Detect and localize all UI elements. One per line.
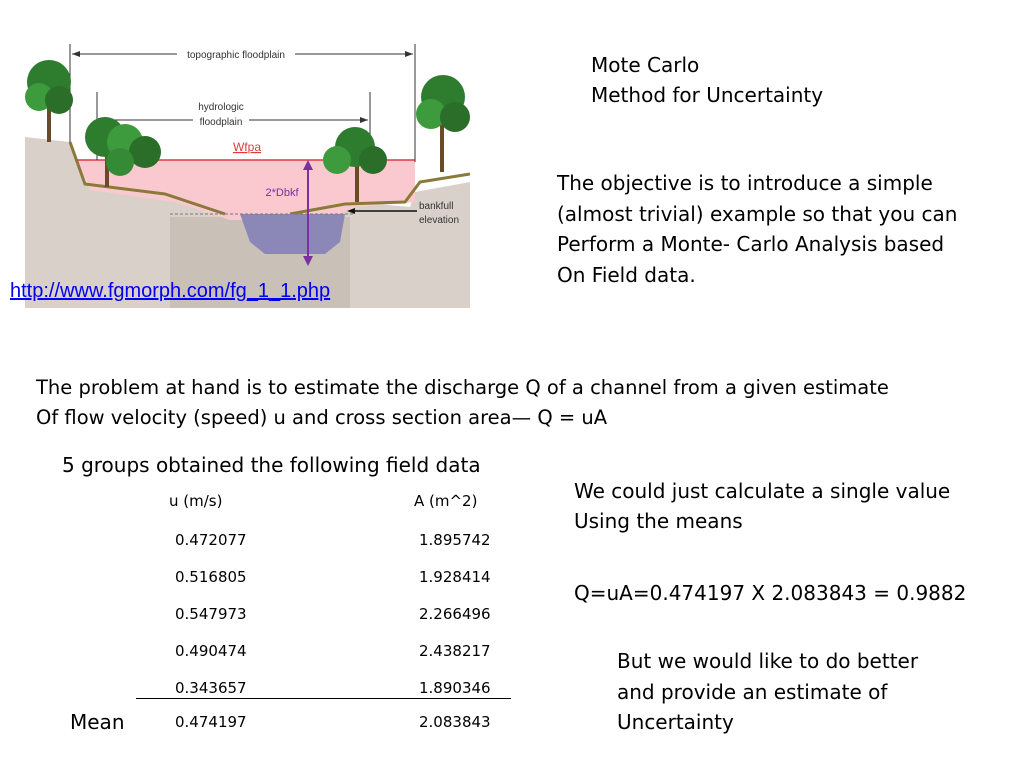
cell-a: 2.438217 xyxy=(419,642,491,660)
problem-line-2: Of flow velocity (speed) u and cross section area— Q = uA xyxy=(36,406,608,429)
groups-caption: 5 groups obtained the following field data xyxy=(62,453,481,477)
cell-u: 0.490474 xyxy=(175,642,247,660)
cell-a: 1.890346 xyxy=(419,679,491,697)
mean-a: 2.083843 xyxy=(419,713,491,731)
title-line-1: Mote Carlo xyxy=(591,53,700,77)
equation: Q=uA=0.474197 X 2.083843 = 0.9882 xyxy=(574,581,967,605)
cell-a: 1.928414 xyxy=(419,568,491,586)
cell-u: 0.547973 xyxy=(175,605,247,623)
label-hydrologic-1: hydrologic xyxy=(198,102,244,113)
problem-line-1: The problem at hand is to estimate the discharge Q of a channel from a given estimate xyxy=(36,376,889,399)
cell-u: 0.516805 xyxy=(175,568,247,586)
objective-line-4: On Field data. xyxy=(557,263,696,287)
table-divider xyxy=(136,698,511,699)
label-wfpa: Wfpa xyxy=(232,140,262,154)
header-u: u (m/s) xyxy=(169,492,223,510)
objective-line-3: Perform a Monte- Carlo Analysis based xyxy=(557,232,945,256)
label-dbkf: 2*Dbkf xyxy=(265,187,299,199)
label-bankfull-2: elevation xyxy=(419,215,460,226)
objective-line-2: (almost trivial) example so that you can xyxy=(557,202,958,226)
cell-a: 2.266496 xyxy=(419,605,491,623)
label-hydrologic-2: floodplain xyxy=(199,117,243,128)
objective-line-1: The objective is to introduce a simple xyxy=(557,171,933,195)
label-topographic: topographic floodplain xyxy=(187,50,285,61)
better-note-line-3: Uncertainty xyxy=(617,710,734,734)
title-line-2: Method for Uncertainty xyxy=(591,83,824,107)
means-note-line-2: Using the means xyxy=(574,509,743,533)
better-note-line-1: But we would like to do better xyxy=(617,649,919,673)
label-bankfull-1: bankfull xyxy=(419,201,454,212)
mean-label: Mean xyxy=(70,710,125,734)
floodplain-diagram xyxy=(25,42,470,308)
header-a: A (m^2) xyxy=(414,492,478,510)
cell-u: 0.472077 xyxy=(175,531,247,549)
source-link[interactable]: http://www.fgmorph.com/fg_1_1.php xyxy=(10,280,331,302)
cell-a: 1.895742 xyxy=(419,531,491,549)
cell-u: 0.343657 xyxy=(175,679,247,697)
means-note-line-1: We could just calculate a single value xyxy=(574,479,951,503)
better-note-line-2: and provide an estimate of xyxy=(617,680,888,704)
mean-u: 0.474197 xyxy=(175,713,247,731)
